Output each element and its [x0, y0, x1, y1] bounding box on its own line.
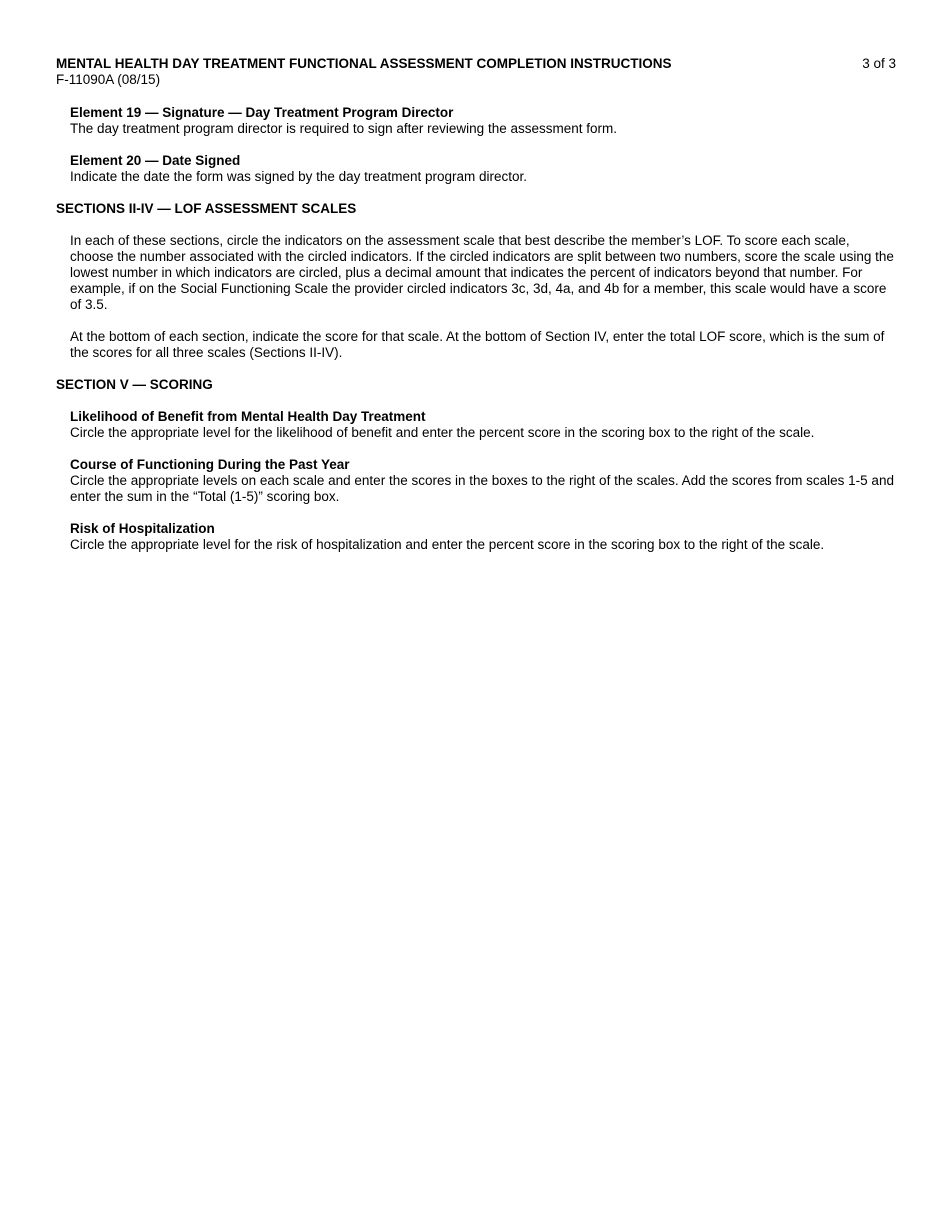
document-page	[56, 56, 896, 553]
element-20-block	[70, 153, 896, 185]
form-id: F-11090A (08/15)	[56, 72, 161, 87]
scoring-item-text: Circle the appropriate levels on each scale and enter the scores in the boxes to the right of the scales. Add the scores from scales 1-5 and enter the sum in the “Total (1-5)” scoring box.	[70, 473, 894, 504]
scoring-item-text: Circle the appropriate level for the risk of hospitalization and enter the percent score in the scoring box to the right of the scale.	[70, 537, 825, 552]
lof-paragraph-text: In each of these sections, circle the indicators on the assessment scale that best describe the member’s LOF. To score each scale, choose the number associated with the circled indicators. If the circled indicators are split between two numbers, score the scale using the lowest number in which indicators are circled, plus a decimal amount that indicates the percent of indicators beyond that number. For example, if on the Social Functioning Scale the provider circled indicators 3c, 3d, 4a, and 4b for a member, this scale would have a score of 3.5.	[70, 233, 894, 312]
section-lof-paragraph-1	[70, 233, 896, 313]
scoring-item-course	[70, 457, 896, 505]
scoring-item-title: Likelihood of Benefit from Mental Health Day Treatment	[70, 409, 426, 424]
element-20-text: Indicate the date the form was signed by the day treatment program director.	[70, 169, 527, 184]
document-header	[56, 56, 896, 72]
section-lof-paragraph-2	[70, 329, 896, 361]
section-scoring-heading: SECTION V — SCORING	[56, 377, 213, 392]
element-19-block	[70, 105, 896, 137]
lof-paragraph-text: At the bottom of each section, indicate the score for that scale. At the bottom of Section IV, enter the total LOF score, which is the sum of the scores for all three scales (Sections II-IV).	[70, 329, 885, 360]
section-lof-heading: SECTIONS II-IV — LOF ASSESSMENT SCALES	[56, 201, 357, 216]
scoring-item-text: Circle the appropriate level for the likelihood of benefit and enter the percent score in the scoring box to the right of the scale.	[70, 425, 815, 440]
element-19-text: The day treatment program director is required to sign after reviewing the assessment form.	[70, 121, 617, 136]
scoring-item-likelihood	[70, 409, 896, 441]
page-number: 3 of 3	[862, 56, 896, 71]
scoring-item-risk	[70, 521, 896, 553]
element-20-title: Element 20 — Date Signed	[70, 153, 241, 168]
document-title: MENTAL HEALTH DAY TREATMENT FUNCTIONAL ASSESSMENT COMPLETION INSTRUCTIONS	[56, 56, 672, 71]
element-19-title: Element 19 — Signature — Day Treatment Program Director	[70, 105, 454, 120]
scoring-item-title: Risk of Hospitalization	[70, 521, 215, 536]
scoring-item-title: Course of Functioning During the Past Year	[70, 457, 350, 472]
